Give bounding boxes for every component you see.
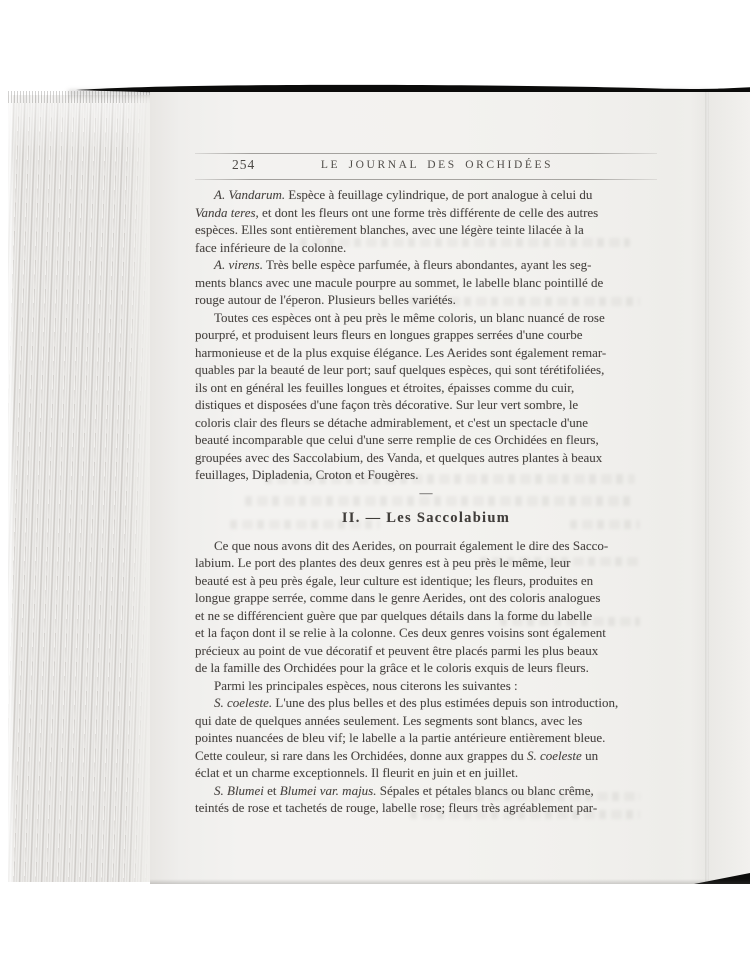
text-line: Ce que nous avons dit des Aerides, on pourrait également le dire des Sacco- [214,537,609,553]
paragraph [195,186,657,256]
text-line: A. Vandarum. Espèce à feuillage cylindrique, de port analogue à celui du [214,187,593,202]
text-line: espèces. Elles sont entièrement blanches, avec une légère teinte lilacée à la [195,222,584,237]
text-line: feuillages, Dipladenia, Croton et Fougères. [195,467,419,482]
text-line: beauté incomparable que celui d'une serre remplie de ces Orchidées en fleurs, [195,432,599,447]
paragraph [195,677,657,695]
paragraph [195,309,657,484]
text-line: de la famille des Orchidées pour la grâce et le coloris exquis de leurs fleurs. [195,660,589,675]
text-line: teintés de rose et tachetés de rouge, labelle rose; fleurs très agréablement par- [195,800,598,815]
text-line: longue grappe serrée, comme dans le genre Aerides, ont des coloris analogues [195,590,601,605]
text-line: ils ont en général les feuilles longues et étroites, épaisses comme du cuir, [195,379,575,395]
text-line: qui date de quelques années seulement. Les segments sont blancs, avec les [195,712,583,728]
running-header [195,156,657,176]
page-crease [705,92,709,884]
book-scan-area [8,82,750,884]
text-line: Toutes ces espèces ont à peu près le même coloris, un blanc nuancé de rose [214,309,605,325]
text-line: distiques et disposées d'une façon très décorative. Sur leur vert sombre, le [195,397,579,412]
book-page [150,92,750,884]
text-line: précieux au point de vue décoratif et peuvent être placés parmi les plus beaux [195,642,599,658]
text-line: groupées avec des Saccolabium, des Vanda, et quelques autres plantes à beaux [195,449,603,465]
text-line: face inférieure de la colonne. [195,239,347,255]
text-line: et la façon dont il se relie à la colonne. Ces deux genres voisins sont également [195,625,606,640]
text-line: Cette couleur, si rare dans les Orchidées, donne aux grappes du S. coeleste un [195,747,599,763]
body-text [195,186,657,817]
paragraph [195,782,657,817]
paragraph [195,694,657,782]
paragraph [195,256,657,309]
section-heading: II. — Les Saccolabium [341,509,511,526]
text-line: S. Blumei et Blumei var. majus. Sépales et pétales blancs ou blanc crême, [214,782,594,798]
text-line: ments blancs avec une macule pourpre au sommet, le labelle blanc pointillé de [195,274,604,290]
text-line: labium. Le port des plantes des deux genres est à peu près le même, leur [195,555,571,570]
paragraph [195,537,657,677]
text-line: harmonieuse et de la plus exquise élégance. Les Aerides sont également remar- [195,344,607,360]
text-line: Vanda teres, et dont les fleurs ont une forme très différente de celle des autres [195,204,599,220]
header-rule-top [195,153,657,154]
text-line: éclat et un charme exceptionnels. Il fleurit en juin et en juillet. [195,765,519,780]
header-rule-bottom [195,179,657,180]
text-line: quables par la beauté de leur port; sauf quelques espèces, qui sont térétifoliées, [195,362,605,377]
text-line: coloris clair des fleurs se détache admirablement, et c'est un spectacle d'une [195,414,589,430]
journal-title: LE JOURNAL DES ORCHIDÉES [320,159,554,171]
text-line: et ne se différencient guère que par quelques détails dans la forme du labelle [195,607,593,623]
text-line: beauté est à peu près égale, leur culture est identique; les fleurs, produites en [195,572,594,588]
page-number: 254 [232,157,256,172]
text-line: Parmi les principales espèces, nous citerons les suivantes : [214,677,518,693]
bottom-corner-shadow [694,873,750,884]
book-page-edges [8,95,150,882]
text-line: A. virens. Très belle espèce parfumée, à fleurs abondantes, ayant les seg- [214,257,592,272]
text-line: rouge autour de l'éperon. Plusieurs belles variétés. [195,292,456,307]
section-separator: — [419,484,433,500]
text-line: pointes nuancées de bleu vif; le labelle a la partie antérieure entièrement bleue. [195,730,606,745]
text-line: S. coeleste. L'une des plus belles et des plus estimées depuis son introduction, [214,695,619,710]
text-line: pourpré, et produisent leurs fleurs en longues grappes serrées d'une courbe [195,327,583,342]
